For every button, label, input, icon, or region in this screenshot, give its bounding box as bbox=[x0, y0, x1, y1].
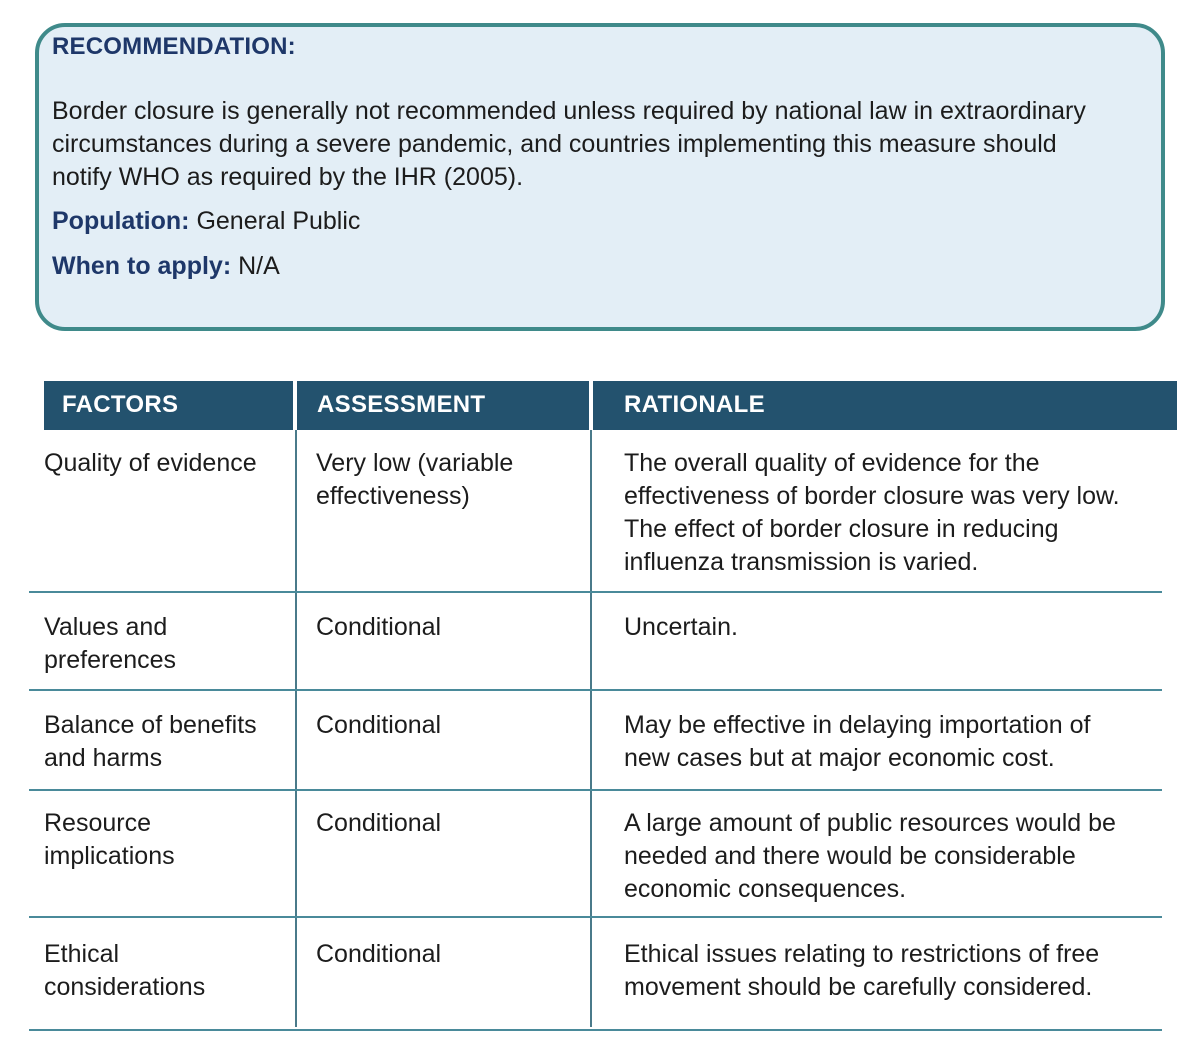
recommendation-heading: RECOMMENDATION: bbox=[52, 33, 296, 60]
table-row-assessment: Conditional bbox=[316, 940, 442, 968]
table-row-assessment: Very low (variable effectiveness) bbox=[316, 449, 514, 510]
table-row-rationale: May be effective in delaying importation of new cases but at major economic cost. bbox=[624, 711, 1091, 772]
table-row-assessment: Conditional bbox=[316, 711, 442, 739]
table-row-rationale: A large amount of public resources would be needed and there would be considerable economic consequences. bbox=[624, 809, 1116, 903]
when-to-apply-value: N/A bbox=[238, 252, 280, 280]
when-to-apply-label: When to apply: bbox=[52, 252, 232, 280]
row-divider bbox=[29, 689, 1162, 691]
table-row-factor: Ethical considerations bbox=[44, 940, 206, 1001]
table-row-rationale: Uncertain. bbox=[624, 613, 738, 641]
column-divider bbox=[590, 430, 592, 1027]
header-assessment: ASSESSMENT bbox=[317, 391, 486, 418]
population-label: Population: bbox=[52, 207, 190, 235]
header-rationale: RATIONALE bbox=[624, 391, 765, 418]
table-row-factor: Balance of benefits and harms bbox=[44, 711, 257, 772]
row-divider bbox=[29, 1029, 1162, 1031]
header-factors: FACTORS bbox=[62, 391, 179, 418]
header-separator bbox=[293, 381, 297, 430]
header-separator bbox=[589, 381, 593, 430]
table-row-assessment: Conditional bbox=[316, 809, 442, 837]
table-row-rationale: Ethical issues relating to restrictions of free movement should be carefully considered. bbox=[624, 940, 1100, 1001]
recommendation-text: Border closure is generally not recommended unless required by national law in extraordinary circumstances during a severe pandemic, and countries implementing this measure should notify WHO as required by the IHR (2005). bbox=[52, 97, 1086, 191]
row-divider bbox=[29, 916, 1162, 918]
table-row-rationale: The overall quality of evidence for the effectiveness of border closure was very low. The effect of border closure in reducing influenza transmission is varied. bbox=[624, 449, 1120, 576]
table-row-assessment: Conditional bbox=[316, 613, 442, 641]
row-divider bbox=[29, 789, 1162, 791]
table-header bbox=[44, 381, 1177, 430]
table-row-factor: Resource implications bbox=[44, 809, 175, 870]
table-row-factor: Values and preferences bbox=[44, 613, 177, 674]
population-value: General Public bbox=[196, 207, 361, 235]
row-divider bbox=[29, 591, 1162, 593]
column-divider bbox=[295, 430, 297, 1027]
table-row-factor: Quality of evidence bbox=[44, 449, 257, 477]
